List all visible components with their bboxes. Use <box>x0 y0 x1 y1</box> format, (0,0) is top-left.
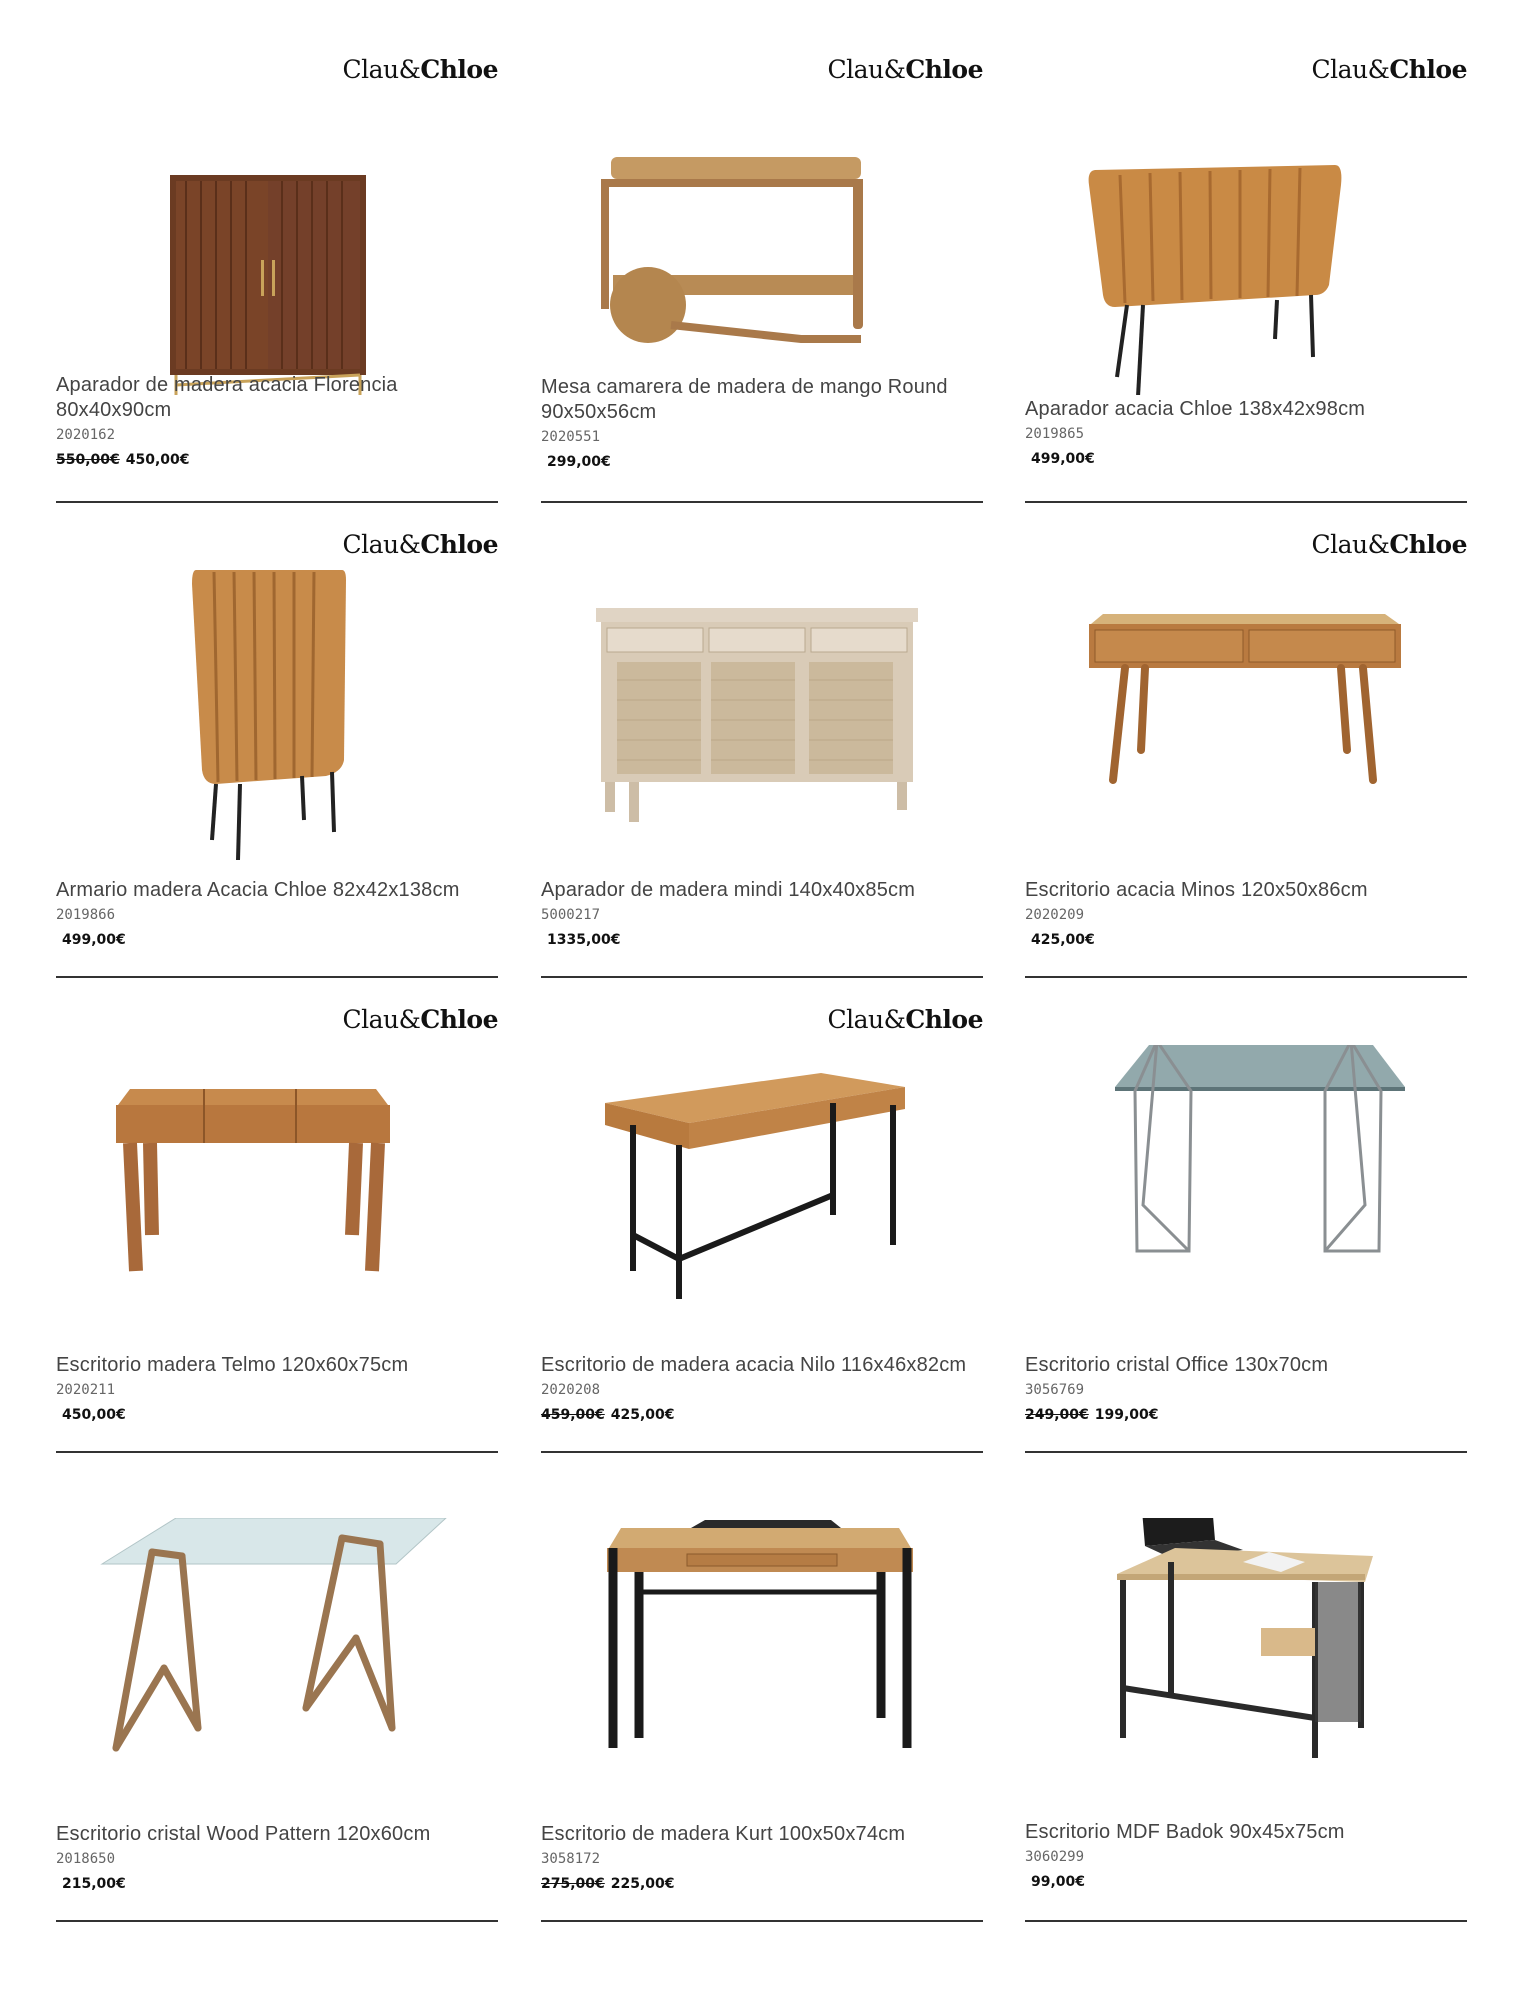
product-sku: 2018650 <box>56 1851 116 1867</box>
console-desk-icon <box>1025 570 1467 870</box>
current-price: 425,00€ <box>1031 932 1095 948</box>
product-card[interactable] <box>541 55 983 525</box>
product-sku: 3060299 <box>1025 1849 1085 1865</box>
divider <box>56 501 498 503</box>
current-price: 225,00€ <box>610 1876 675 1892</box>
product-sku: 2020162 <box>56 427 116 443</box>
old-price: 275,00€ <box>541 1876 605 1892</box>
current-price: 450,00€ <box>62 1407 126 1423</box>
brand-logo: Clau&Chloe <box>342 530 498 559</box>
product-sku: 2020551 <box>541 429 601 445</box>
current-price: 299,00€ <box>547 454 611 470</box>
product-sku: 2019866 <box>56 907 116 923</box>
current-price: 499,00€ <box>1031 451 1095 467</box>
divider <box>1025 1920 1467 1922</box>
product-name: Escritorio cristal Office 130x70cm <box>1025 1354 1329 1376</box>
black-frame-desk-icon <box>541 1518 983 1818</box>
product-price <box>541 1407 983 1423</box>
product-sku: 2019865 <box>1025 426 1085 442</box>
divider <box>541 976 983 978</box>
product-name: Escritorio de madera Kurt 100x50x74cm <box>541 1823 906 1845</box>
product-card[interactable] <box>56 530 498 1000</box>
product-sku: 3058172 <box>541 1851 601 1867</box>
product-price <box>1025 932 1467 948</box>
cabinet-icon <box>56 95 498 395</box>
current-price: 450,00€ <box>125 452 190 468</box>
product-name: Escritorio acacia Minos 120x50x86cm <box>1025 879 1368 901</box>
divider <box>541 1451 983 1453</box>
product-price <box>541 454 983 470</box>
laptop-desk-icon <box>1025 1518 1467 1818</box>
old-price: 459,00€ <box>541 1407 605 1423</box>
divider <box>541 1920 983 1922</box>
serving-cart-icon <box>541 95 983 395</box>
product-price <box>541 932 983 948</box>
product-price <box>1025 1407 1467 1423</box>
divider <box>1025 976 1467 978</box>
glass-desk-icon <box>1025 1045 1467 1345</box>
product-card[interactable] <box>56 55 498 525</box>
tall-cabinet-icon <box>56 570 498 870</box>
product-card[interactable] <box>541 1478 983 1948</box>
brand-logo: Clau&Chloe <box>827 55 983 84</box>
divider <box>56 1920 498 1922</box>
old-price: 550,00€ <box>56 452 120 468</box>
brand-logo: Clau&Chloe <box>827 1005 983 1034</box>
product-name: Aparador de madera mindi 140x40x85cm <box>541 879 916 901</box>
glass-trestle-desk-icon <box>56 1518 498 1818</box>
product-price <box>56 452 498 468</box>
product-sku: 5000217 <box>541 907 601 923</box>
product-sku: 3056769 <box>1025 1382 1085 1398</box>
product-price <box>56 932 498 948</box>
product-card[interactable] <box>1025 1478 1467 1948</box>
product-sku: 2020209 <box>1025 907 1085 923</box>
brand-logo: Clau&Chloe <box>1311 530 1467 559</box>
current-price: 199,00€ <box>1094 1407 1159 1423</box>
product-sku: 2020211 <box>56 1382 116 1398</box>
divider <box>56 1451 498 1453</box>
product-price <box>541 1876 983 1892</box>
divider <box>1025 501 1467 503</box>
product-card[interactable] <box>1025 1005 1467 1475</box>
brand-logo: Clau&Chloe <box>342 55 498 84</box>
product-name: Mesa camarera de madera de mango Round 90x50x56cm <box>541 376 948 423</box>
product-price <box>1025 1874 1467 1890</box>
product-name: Aparador acacia Chloe 138x42x98cm <box>1025 398 1366 420</box>
current-price: 499,00€ <box>62 932 126 948</box>
current-price: 1335,00€ <box>547 932 621 948</box>
product-name: Escritorio madera Telmo 120x60x75cm <box>56 1354 409 1376</box>
product-card[interactable] <box>541 1005 983 1475</box>
metal-leg-desk-icon <box>541 1045 983 1345</box>
rattan-sideboard-icon <box>541 570 983 870</box>
brand-logo: Clau&Chloe <box>342 1005 498 1034</box>
product-card[interactable] <box>1025 530 1467 1000</box>
product-name: Aparador de madera acacia Florencia 80x40x90cm <box>56 374 398 421</box>
divider <box>541 501 983 503</box>
wood-desk-icon <box>56 1045 498 1345</box>
current-price: 99,00€ <box>1031 1874 1086 1890</box>
product-price <box>56 1876 498 1892</box>
brand-logo: Clau&Chloe <box>1311 55 1467 84</box>
divider <box>1025 1451 1467 1453</box>
product-card[interactable] <box>541 530 983 1000</box>
old-price: 249,00€ <box>1025 1407 1089 1423</box>
sideboard-icon <box>1025 95 1467 395</box>
product-card[interactable] <box>56 1478 498 1948</box>
product-card[interactable] <box>1025 55 1467 525</box>
product-name: Escritorio cristal Wood Pattern 120x60cm <box>56 1823 431 1845</box>
product-name: Escritorio de madera acacia Nilo 116x46x82cm <box>541 1354 967 1376</box>
current-price: 215,00€ <box>62 1876 126 1892</box>
current-price: 425,00€ <box>610 1407 675 1423</box>
product-name: Armario madera Acacia Chloe 82x42x138cm <box>56 879 460 901</box>
product-name: Escritorio MDF Badok 90x45x75cm <box>1025 1821 1345 1843</box>
product-card[interactable] <box>56 1005 498 1475</box>
product-sku: 2020208 <box>541 1382 601 1398</box>
product-price <box>1025 451 1467 467</box>
product-price <box>56 1407 498 1423</box>
divider <box>56 976 498 978</box>
